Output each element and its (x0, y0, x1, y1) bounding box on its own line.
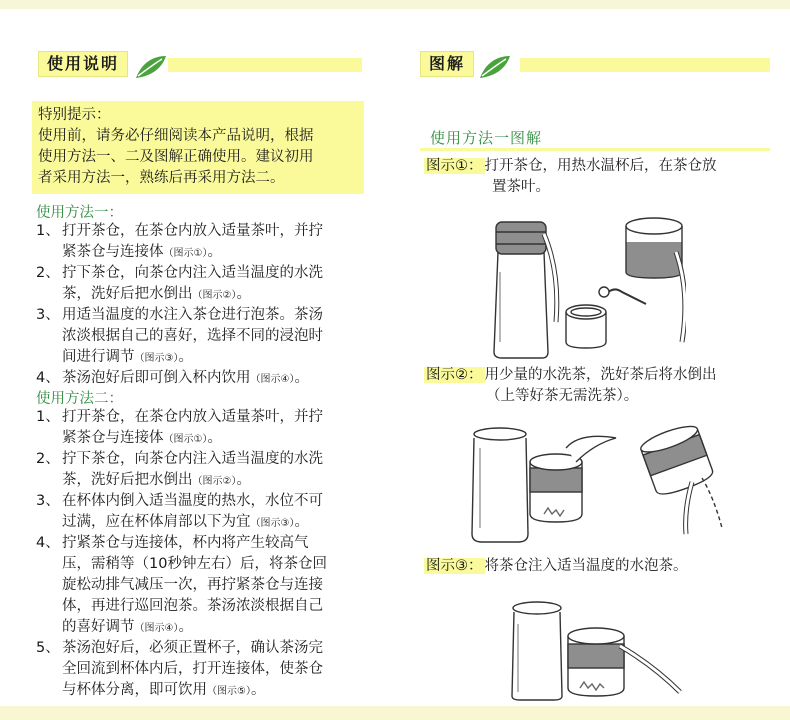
section-title: 使用方法一图解 (430, 129, 543, 147)
section-underline (420, 148, 770, 151)
step-end: 。 (178, 349, 193, 365)
step-number: 1、 (36, 223, 60, 239)
step-text: 全回流到杯体内后，打开连接体，使茶仓 (62, 661, 323, 677)
step-end: 。 (207, 244, 222, 260)
method1-step-1 (36, 221, 366, 264)
figure-label: 图示③： (426, 558, 483, 574)
left-header-title: 使用说明 (38, 51, 128, 77)
figure-text: 打开茶仓，用热水温杯后，在茶仓放 (484, 158, 717, 174)
step-number: 1、 (36, 409, 60, 425)
method2-step-5 (36, 638, 366, 702)
left-header (38, 50, 128, 78)
method2-step-3 (36, 491, 366, 534)
method2-title: 使用方法二： (36, 391, 123, 407)
step-end: 。 (207, 430, 222, 446)
figure-text: （上等好茶无需洗茶）。 (486, 388, 639, 404)
step-text: 拧紧茶仓与连接体，杯内将产生较高气 (62, 535, 309, 551)
figure-ref: （图示②） (192, 476, 237, 487)
step-end: 。 (294, 514, 309, 530)
step-text: 浓淡根据自己的喜好，选择不同的浸泡时 (62, 328, 323, 344)
figure-text: 将茶仓注入适当温度的水泡茶。 (484, 558, 688, 574)
figure-text: 置茶叶。 (492, 179, 550, 195)
step-text: 体，再进行巡回泡茶。茶汤浓淡根据自己 (62, 598, 323, 614)
step-number: 4、 (36, 535, 60, 551)
step-text: 茶汤泡好后即可倒入杯内饮用 (62, 370, 251, 386)
figure-ref: （图示①） (163, 248, 208, 259)
right-header (420, 50, 474, 78)
illustration-fig1 (486, 212, 686, 362)
step-number: 2、 (36, 451, 60, 467)
step-text: 拧下茶仓，向茶仓内注入适当温度的水洗 (62, 451, 323, 467)
figure-1-caption (424, 156, 774, 198)
method1-step-3 (36, 305, 366, 369)
step-end: 。 (250, 682, 266, 698)
figure-ref: （图示③） (134, 353, 179, 364)
step-number: 3、 (36, 493, 60, 509)
step-text: 茶，洗好后把水倒出 (62, 286, 193, 302)
step-number: 2、 (36, 265, 60, 281)
figure-text: 用少量的水洗茶，洗好茶后将水倒出 (484, 367, 717, 383)
step-text: 用适当温度的水注入茶仓进行泡茶。茶汤 (62, 307, 323, 323)
figure-label: 图示①： (426, 158, 483, 174)
step-end: 。 (294, 370, 309, 386)
figure-ref: （图示①） (163, 434, 208, 445)
step-text: 的喜好调节 (62, 619, 135, 635)
figure-ref: （图示③） (250, 518, 295, 529)
step-text: 紧茶仓与连接体 (62, 430, 164, 446)
step-text: 旋松动排气减压一次，再拧紧茶仓与连接 (62, 577, 323, 593)
illustration-fig2 (466, 418, 746, 546)
notice-heading: 特别提示： (38, 107, 111, 123)
method2-step-1 (36, 407, 366, 450)
leaf-icon (132, 52, 168, 82)
step-end: 。 (178, 619, 193, 635)
right-header-title: 图解 (420, 51, 474, 77)
right-header-bar (520, 58, 770, 72)
figure-ref: （图示⑤） (207, 686, 251, 697)
step-text: 打开茶仓，在茶仓内放入适量茶叶，并拧 (62, 223, 323, 239)
step-number: 3、 (36, 307, 60, 323)
figure-ref: （图示④） (250, 374, 295, 385)
figure-ref: （图示④） (134, 623, 179, 634)
method1-title: 使用方法一： (36, 205, 123, 221)
step-text: 与杯体分离，即可饮用 (62, 682, 207, 698)
left-header-bar (168, 58, 362, 72)
step-text: 紧茶仓与连接体 (62, 244, 164, 260)
figure-2-caption (424, 365, 774, 407)
illustration-fig3 (504, 596, 704, 702)
method1-step-2 (36, 263, 366, 306)
notice-line: 使用前，请务必仔细阅读本产品说明，根据 (38, 128, 314, 144)
figure-ref: （图示②） (192, 290, 237, 301)
step-text: 间进行调节 (62, 349, 135, 365)
step-text: 茶，洗好后把水倒出 (62, 472, 193, 488)
step-number: 4、 (36, 370, 60, 386)
bottom-border (0, 706, 790, 720)
leaf-icon (476, 52, 512, 82)
step-text: 打开茶仓，在茶仓内放入适量茶叶，并拧 (62, 409, 323, 425)
step-text: 拧下茶仓，向茶仓内注入适当温度的水洗 (62, 265, 323, 281)
notice-line: 者采用方法一，熟练后再采用方法二。 (38, 170, 285, 186)
step-text: 在杯体内倒入适当温度的热水，水位不可 (62, 493, 323, 509)
step-end: 。 (236, 286, 251, 302)
notice-line: 使用方法一、二及图解正确使用。建议初用 (38, 149, 314, 165)
figure-3-caption (424, 556, 774, 577)
figure-label: 图示②： (426, 367, 483, 383)
step-number: 5、 (36, 640, 60, 656)
method2-step-4 (36, 533, 366, 639)
top-border (0, 0, 790, 9)
special-notice (32, 101, 364, 194)
step-text: 过满，应在杯体肩部以下为宜 (62, 514, 251, 530)
step-end: 。 (236, 472, 251, 488)
step-text: 压，需稍等（10秒钟左右）后，将茶仓回 (62, 556, 327, 572)
step-text: 茶汤泡好后，必须正置杯子，确认茶汤完 (62, 640, 323, 656)
method2-step-2 (36, 449, 366, 492)
